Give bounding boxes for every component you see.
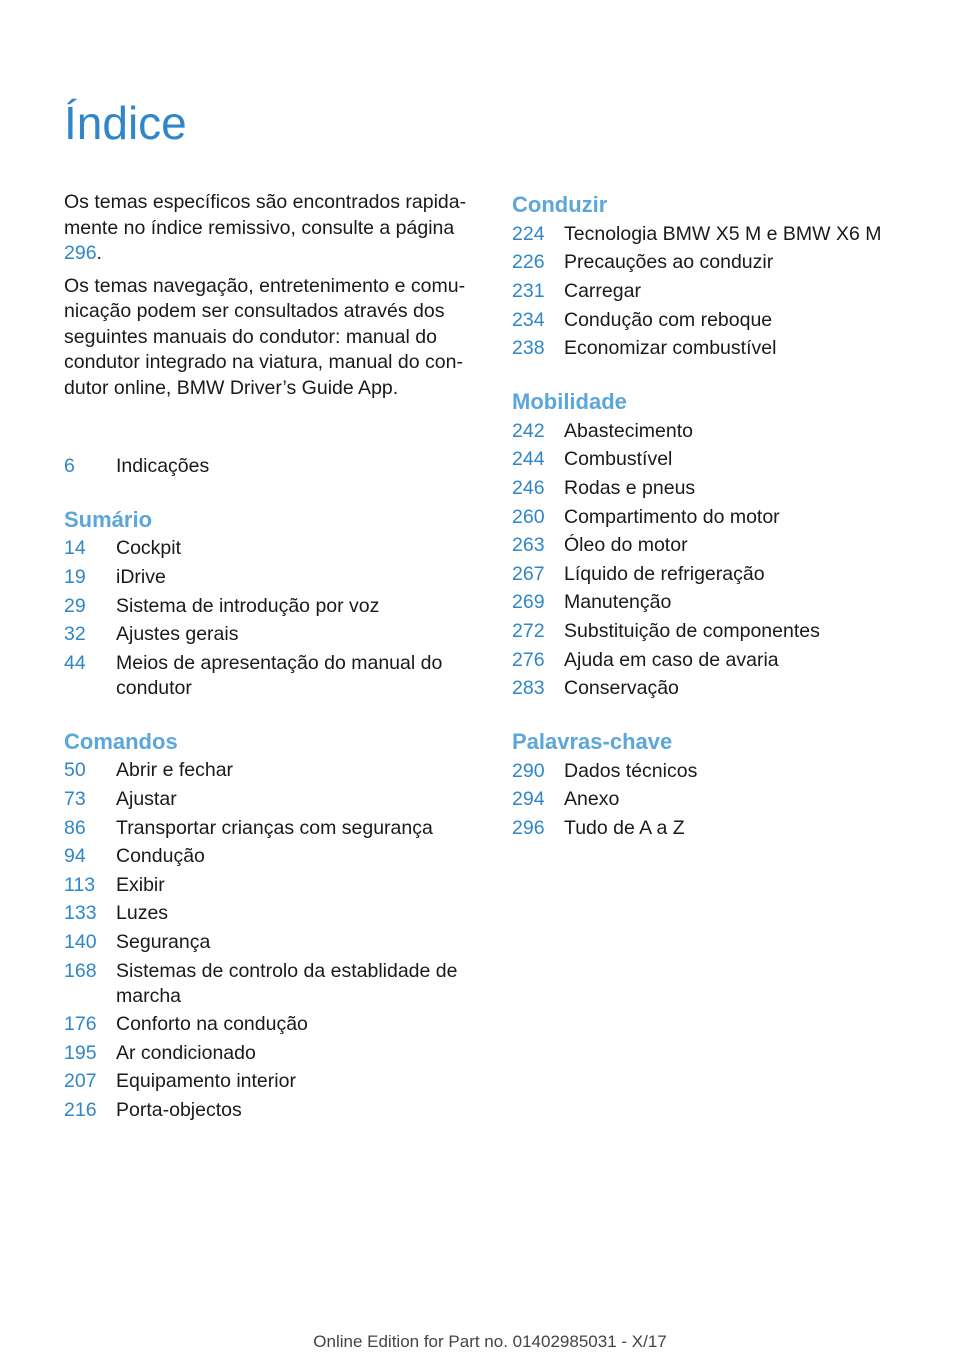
toc-page-number[interactable]: 140 [64,930,97,953]
toc-entry[interactable] [512,249,932,278]
toc-entry[interactable] [64,1068,484,1097]
section-spacer [64,481,484,505]
toc-entry[interactable] [64,928,484,957]
section-heading: Palavras-chave [512,728,673,754]
toc-entry-title: Transportar crianças com segurança [116,816,433,839]
toc-entry-title: Segurança [116,930,211,953]
footer-edition: Online Edition for Part no. 01402985031 - X/17 [313,1332,667,1351]
toc-entry-title: Óleo do motor [564,534,688,557]
section-spacer [512,703,932,727]
toc-page-number[interactable]: 224 [512,222,545,245]
left-column [64,190,484,1125]
toc-entry[interactable] [64,900,484,929]
toc-page-number[interactable]: 207 [64,1070,97,1093]
toc-page-number[interactable]: 272 [512,619,545,642]
toc-entry-title: Carregar [564,279,641,302]
toc-entry-title: Conforto na condução [116,1013,308,1036]
toc-entry[interactable] [512,220,932,249]
page-title: Índice [64,97,187,149]
section-heading: Mobilidade [512,388,627,414]
toc-entry-title: Sistemas de controlo da establidade de marcha [116,959,458,1007]
toc-entry[interactable] [64,535,484,564]
toc-page-number[interactable]: 294 [512,788,545,811]
toc-entry-title: Tecnologia BMW X5 M e BMW X6 M [564,222,882,245]
toc-entry[interactable] [64,842,484,871]
toc-entry-title: Condução [116,845,205,868]
toc-entry-title: Líquido de refrigeração [564,562,765,585]
toc-entry-title: Tudo de A a Z [564,816,685,839]
intro-index-link[interactable]: 296 [64,242,97,264]
toc-entry[interactable] [64,957,484,1011]
toc-page-number[interactable]: 176 [64,1013,97,1036]
toc-entry-title: Conservação [564,677,679,700]
toc-page-number[interactable]: 269 [512,591,545,614]
toc-entry-title: Abrir e fechar [116,759,234,782]
toc-entry[interactable] [64,785,484,814]
toc-page-number[interactable]: 32 [64,623,86,646]
right-column [512,190,932,843]
toc-entry[interactable] [512,757,932,786]
toc-entry[interactable] [64,814,484,843]
toc-entry-title: iDrive [116,565,166,588]
toc-entry-title: Porta-objectos [116,1098,242,1121]
toc-page-number[interactable]: 290 [512,759,545,782]
toc-entry[interactable] [64,452,484,481]
toc-page-number[interactable]: 226 [512,251,545,274]
toc-entry-title: Exibir [116,873,165,896]
intro-paragraph-1 [64,190,484,267]
toc-page-number[interactable]: 133 [64,902,97,925]
toc-page-number[interactable]: 216 [64,1098,97,1121]
spacer [64,408,484,452]
toc-page-number[interactable]: 73 [64,787,86,810]
toc-entry-title: Abastecimento [564,419,693,442]
toc-entry-title: Indicações [116,454,210,477]
toc-entry-title: Equipamento interior [116,1070,296,1093]
toc-page-number[interactable]: 195 [64,1041,97,1064]
toc-entry-title: Economizar combustível [564,337,777,360]
toc-page-number[interactable]: 86 [64,816,86,839]
toc-page-number[interactable]: 29 [64,594,86,617]
toc-page-number[interactable]: 168 [64,959,97,982]
toc-entry[interactable] [512,503,932,532]
toc-entry[interactable] [64,1096,484,1125]
left-sections [64,481,484,1125]
toc-entry-title: Ar condicionado [116,1041,256,1064]
toc-page-number[interactable]: 267 [512,562,545,585]
toc-entry[interactable] [512,786,932,815]
toc-page-number[interactable]: 6 [64,454,75,477]
intro-p1-text: Os temas específicos são encontrados rapidamente no índice remissivo, consulte a página [64,191,467,239]
toc-entry-title: Substituição de componentes [564,619,820,642]
intro-p1-end: . [96,242,102,264]
toc-page-number[interactable]: 44 [64,651,86,674]
toc-entry-title: Cockpit [116,537,182,560]
toc-entry-title: Ajuda em caso de avaria [564,648,779,671]
toc-entry-title: Ajustes gerais [116,623,239,646]
toc-entry-title: Meios de apresentação do manual do condutor [116,651,443,699]
toc-entry[interactable] [512,560,932,589]
toc-page-number[interactable]: 231 [512,279,545,302]
toc-page-number[interactable]: 276 [512,648,545,671]
toc-entry-title: Manutenção [564,591,672,614]
toc-entry[interactable] [512,814,932,843]
section-heading: Conduzir [512,192,608,217]
toc-entry-title: Precauções ao conduzir [564,251,774,274]
toc-entry-title: Condução com reboque [564,308,773,331]
toc-page-number[interactable]: 244 [512,448,545,471]
toc-entry[interactable] [64,1010,484,1039]
toc-entry[interactable] [512,617,932,646]
toc-page-number[interactable]: 113 [64,873,96,896]
toc-page-number[interactable]: 283 [512,677,545,700]
toc-entry[interactable] [64,1039,484,1068]
toc-page-number[interactable]: 246 [512,476,545,499]
toc-page-number[interactable]: 296 [512,816,545,839]
toc-entry-title: Combustível [564,448,673,471]
toc-page-number[interactable]: 50 [64,759,86,782]
toc-entry[interactable] [512,277,932,306]
toc-entry[interactable] [64,649,484,703]
toc-entry[interactable] [512,334,932,363]
toc-entry[interactable] [512,306,932,335]
toc-entry[interactable] [64,563,484,592]
toc-page-number[interactable]: 263 [512,534,545,557]
section-heading: Sumário [64,506,153,532]
toc-entry-title: Luzes [116,902,169,925]
section-heading: Comandos [64,728,178,754]
toc-entry[interactable] [512,417,932,446]
section-spacer [512,363,932,387]
toc-page-number[interactable]: 234 [512,308,545,331]
right-sections [512,190,932,843]
toc-entry-title: Compartimento do motor [564,505,780,528]
toc-entry-title: Rodas e pneus [564,476,696,499]
toc-page-number[interactable]: 19 [64,565,86,588]
toc-page-number[interactable]: 260 [512,505,545,528]
toc-entry-title: Ajustar [116,787,177,810]
toc-entry[interactable] [512,531,932,560]
intro-paragraph-2: Os temas navegação, entretenimento e comunicação podem ser consultados através dos seguintes manuais do condutor: manual do condutor integrado na viatura, manual do condutor online, BMW Driver’s Guide App. [64,274,466,399]
section-spacer [64,703,484,727]
toc-entry-title: Dados técnicos [564,759,698,782]
toc-page-number[interactable]: 94 [64,845,86,868]
toc-entry[interactable] [512,446,932,475]
toc-entry[interactable] [64,757,484,786]
toc-entry[interactable] [512,474,932,503]
toc-page-number[interactable]: 242 [512,419,545,442]
toc-page-number[interactable]: 238 [512,337,545,360]
toc-entry-title: Sistema de introdução por voz [116,594,380,617]
toc-entry[interactable] [512,646,932,675]
toc-entry[interactable] [512,589,932,618]
toc-entry-title: Anexo [564,788,620,811]
toc-entry[interactable] [64,871,484,900]
toc-entry[interactable] [512,674,932,703]
toc-entry[interactable] [64,592,484,621]
toc-page-number[interactable]: 14 [64,537,86,560]
toc-entry[interactable] [64,620,484,649]
